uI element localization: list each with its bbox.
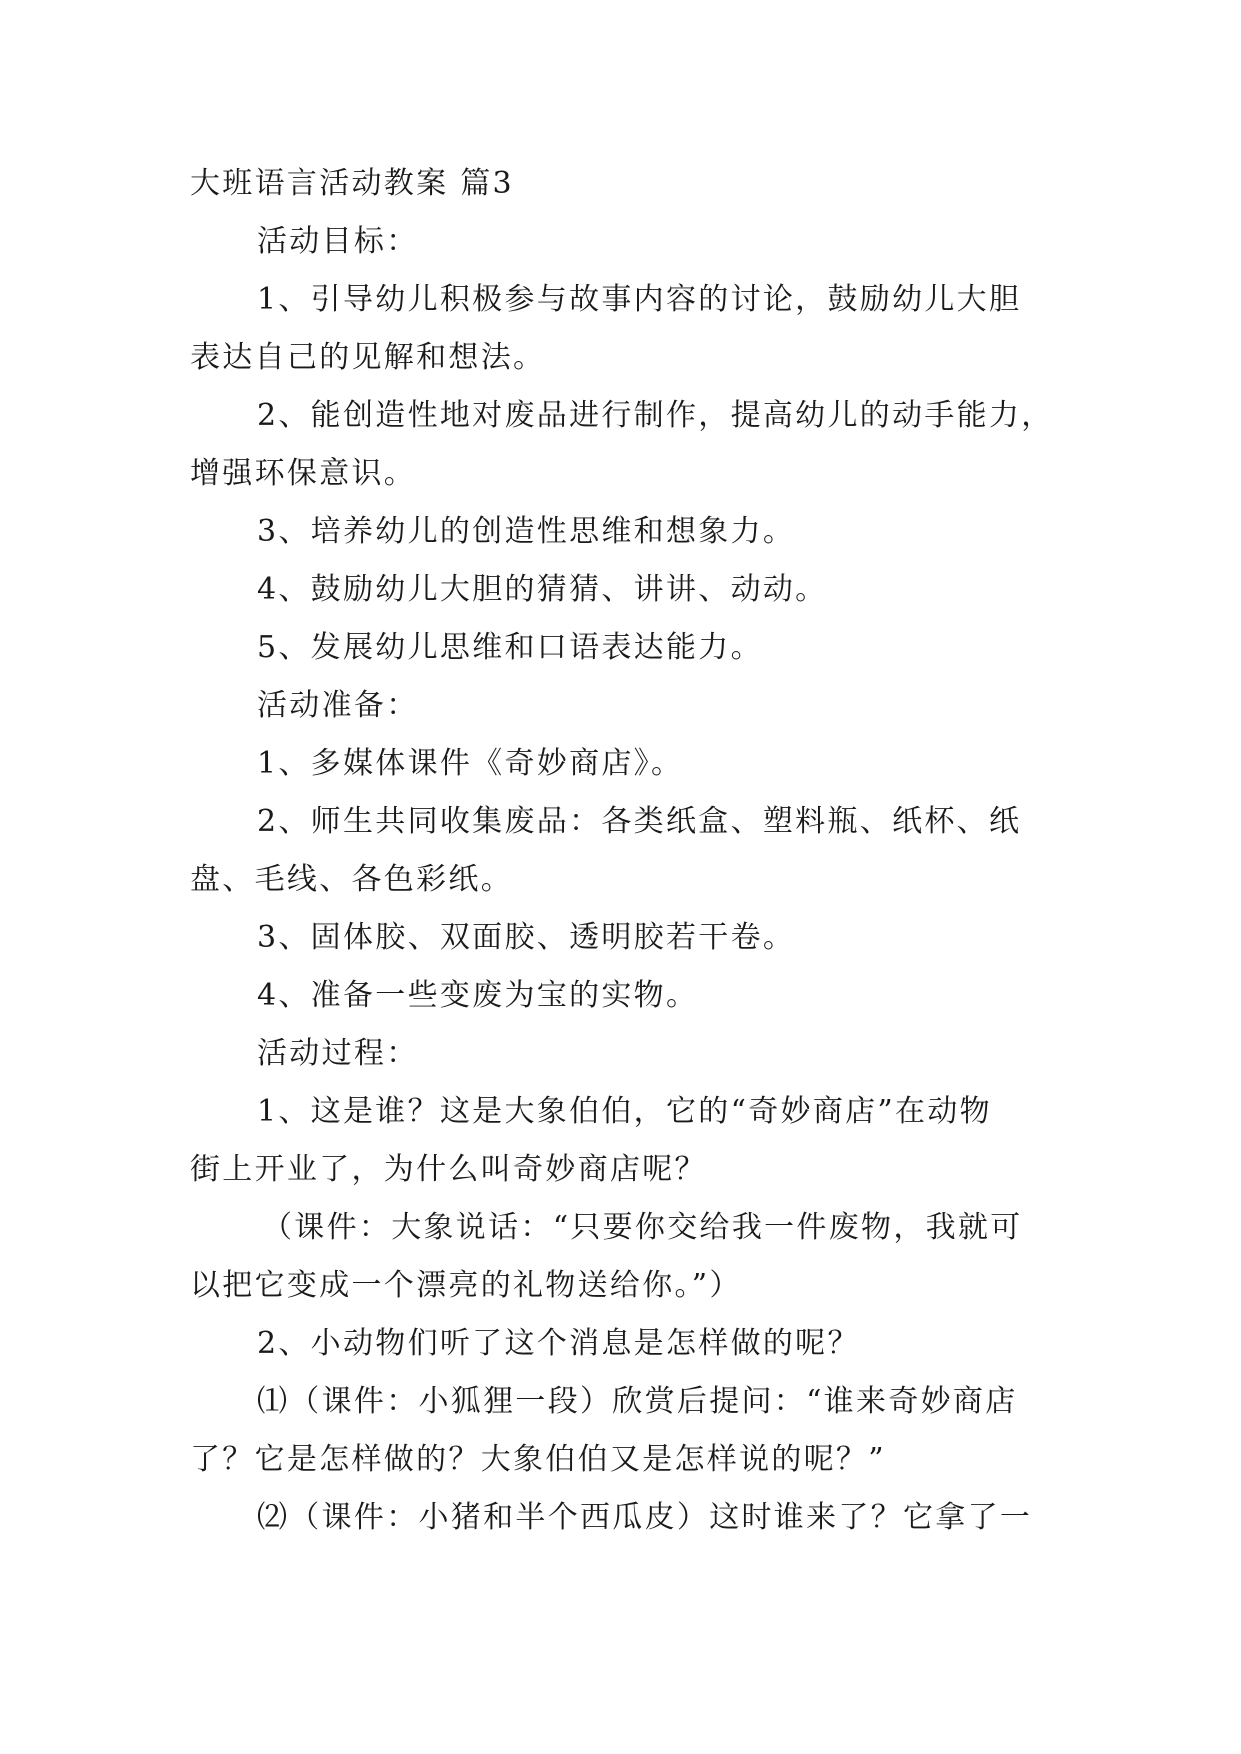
paragraph-line: （课件：大象说话：“只要你交给我一件废物，我就可 xyxy=(262,1210,1023,1245)
paragraph-line: 2、小动物们听了这个消息是怎样做的呢？ xyxy=(257,1326,860,1361)
paragraph-line: 盘、毛线、各色彩纸。 xyxy=(190,862,513,897)
paragraph-line: 5、发展幼儿思维和口语表达能力。 xyxy=(257,630,763,665)
paragraph-line: 街上开业了，为什么叫奇妙商店呢？ xyxy=(190,1152,707,1187)
subheading-preparation: 活动准备： xyxy=(257,688,419,723)
paragraph-line: 表达自己的见解和想法。 xyxy=(190,340,546,375)
paragraph-line: 4、鼓励幼儿大胆的猜猜、讲讲、动动。 xyxy=(257,572,828,607)
paragraph-line: 2、师生共同收集废品：各类纸盒、塑料瓶、纸杯、纸 xyxy=(257,804,1022,839)
paragraph-line: 1、引导幼儿积极参与故事内容的讨论，鼓励幼儿大胆 xyxy=(257,282,1022,317)
paragraph-line: ⑵（课件：小猪和半个西瓜皮）这时谁来了？它拿了一 xyxy=(257,1500,1033,1535)
paragraph-line: 1、这是谁？这是大象伯伯，它的“奇妙商店”在动物 xyxy=(257,1094,992,1129)
subheading-process: 活动过程： xyxy=(257,1036,419,1071)
paragraph-line: 了？它是怎样做的？大象伯伯又是怎样说的呢？” xyxy=(190,1442,886,1477)
paragraph-line: 增强环保意识。 xyxy=(190,456,417,491)
section-heading: 大班语言活动教案 篇3 xyxy=(190,166,514,201)
paragraph-line: ⑴（课件：小狐狸一段）欣赏后提问：“谁来奇妙商店 xyxy=(257,1384,1018,1419)
paragraph-line: 3、培养幼儿的创造性思维和想象力。 xyxy=(257,514,796,549)
paragraph-line: 2、能创造性地对废品进行制作，提高幼儿的动手能力， xyxy=(257,398,1054,433)
subheading-goals: 活动目标： xyxy=(257,224,419,259)
paragraph-line: 4、准备一些变废为宝的实物。 xyxy=(257,978,699,1013)
paragraph-line: 以把它变成一个漂亮的礼物送给你。”） xyxy=(190,1268,742,1303)
paragraph-line: 1、多媒体课件《奇妙商店》。 xyxy=(257,746,684,781)
paragraph-line: 3、固体胶、双面胶、透明胶若干卷。 xyxy=(257,920,796,955)
